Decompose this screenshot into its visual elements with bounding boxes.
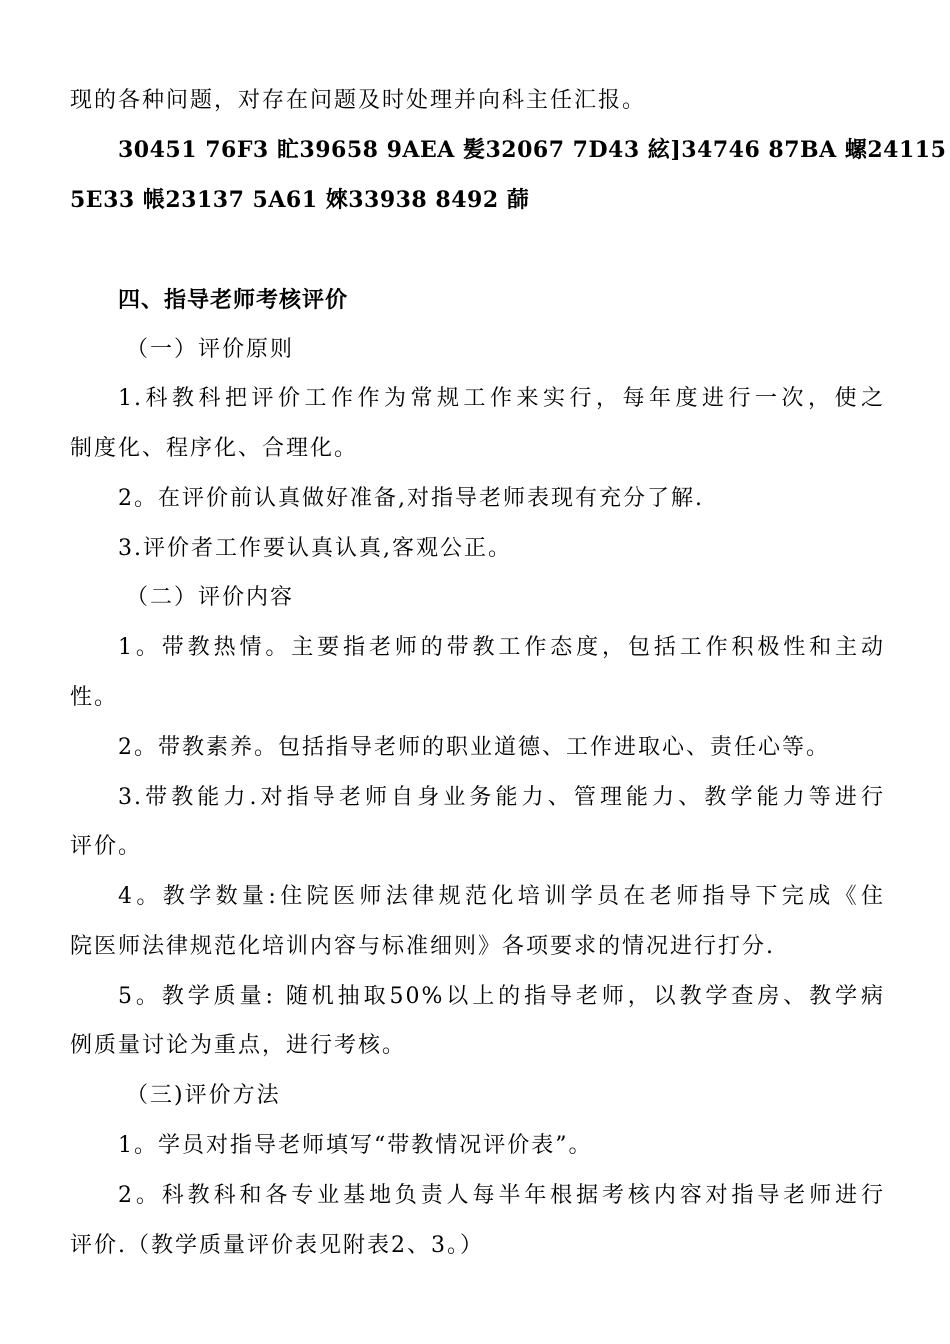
paragraph-line: 评价.（教学质量评价表见附表2、3。）	[70, 1233, 484, 1258]
subsection-heading: （一）评价原则	[126, 337, 295, 362]
paragraph-line: 5。教学质量: 随机抽取50%以上的指导老师，以教学查房、教学病	[118, 984, 885, 1009]
paragraph-line: 1。带教热情。主要指老师的带教工作态度，包括工作积极性和主动	[118, 635, 885, 660]
paragraph-line: 性。	[70, 685, 119, 710]
paragraph-line: 例质量讨论为重点，进行考核。	[70, 1033, 407, 1058]
paragraph-line: 现的各种问题，对存在问题及时处理并向科主任汇报。	[70, 88, 647, 113]
paragraph-line: 4。教学数量:住院医师法律规范化培训学员在老师指导下完成《住	[118, 884, 885, 909]
paragraph-line: 制度化、程序化、合理化。	[70, 436, 359, 461]
paragraph-line: 3.评价者工作要认真认真,客观公正。	[118, 536, 512, 561]
code-line: 30451 76F3 盳39658 9AEA 髪32067 7D43 絃]34746 87BA 螺24115	[118, 137, 947, 163]
paragraph-line: 2。科教科和各专业基地负责人每半年根据考核内容对指导老师进行	[118, 1183, 885, 1208]
section-heading: 四、指导老师考核评价	[118, 287, 349, 313]
paragraph-line: 2。在评价前认真做好准备,对指导老师表现有充分了解.	[118, 486, 704, 511]
code-line: 5E33 帳23137 5A61 婡33938 8492 蒒	[70, 187, 530, 213]
paragraph-line: 院医师法律规范化培训内容与标准细则》各项要求的情况进行打分.	[70, 934, 775, 959]
paragraph-line: 评价。	[70, 834, 143, 859]
paragraph-line: 2。带教素养。包括指导老师的职业道德、工作进取心、责任心等。	[118, 735, 830, 760]
paragraph-line: 3.带教能力.对指导老师自身业务能力、管理能力、教学能力等进行	[118, 785, 885, 810]
paragraph-line: 1。学员对指导老师填写“带教情况评价表”。	[118, 1133, 593, 1158]
subsection-heading: （三)评价方法	[126, 1083, 281, 1108]
paragraph-line: 1.科教科把评价工作作为常规工作来实行，每年度进行一次，使之	[118, 386, 885, 411]
subsection-heading: （二）评价内容	[126, 585, 295, 610]
